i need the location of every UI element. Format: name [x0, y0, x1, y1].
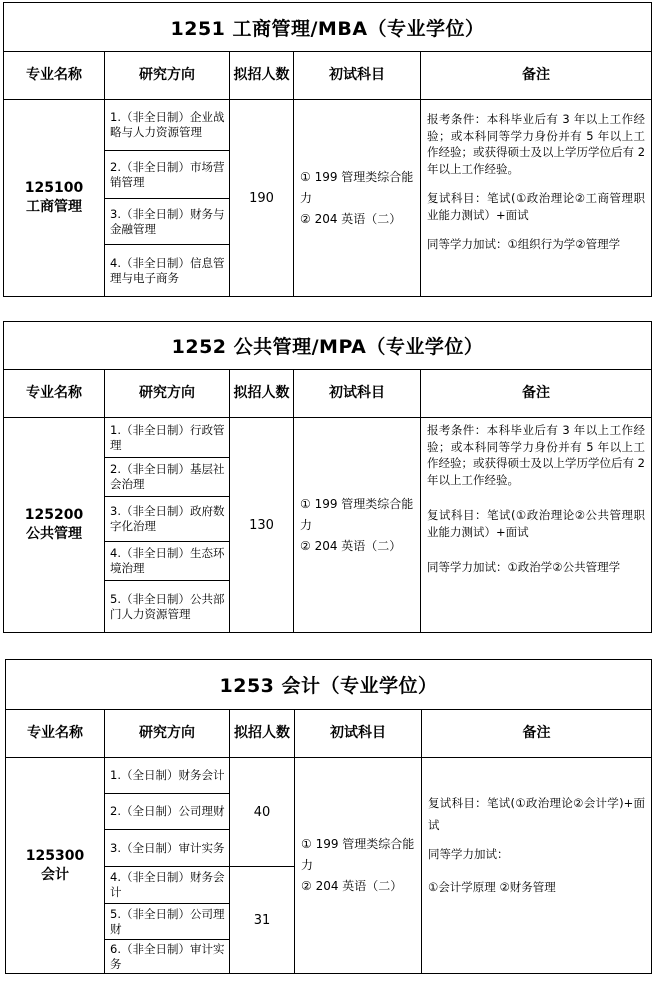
header-direction: 研究方向 [105, 370, 230, 418]
mba-direction-1: 1.（非全日制）企业战略与人力资源管理 [105, 100, 230, 151]
acc-direction-2: 2.（全日制）公司理财 [105, 794, 230, 830]
header-notes: 备注 [421, 370, 652, 418]
mba-note-1: 报考条件：本科毕业后有 3 年以上工作经验；或本科同等学力身份并有 5 年以上工作经验；或获得硕士及以上学历学位后有 2 年以上工作经验。 [427, 112, 646, 176]
mpa-code: 125200 [24, 507, 84, 523]
mba-exam-1: ① 199 管理类综合能力 [300, 169, 414, 205]
acc-direction-4: 4.（非全日制）财务会计 [105, 867, 230, 904]
header-major: 专业名称 [4, 370, 105, 418]
mpa-direction-3: 3.（非全日制）政府数字化治理 [105, 497, 230, 542]
header-exam: 初试科目 [294, 370, 421, 418]
acc-exam-2: ② 204 英语（二） [301, 879, 403, 893]
mba-name: 工商管理 [26, 199, 82, 215]
mpa-count: 130 [230, 418, 294, 633]
acc-notes-cell [422, 758, 652, 974]
header-major: 专业名称 [4, 52, 105, 100]
acc-direction-6: 6.（非全日制）审计实务 [105, 940, 230, 974]
acc-note-3: ①会计学原理 ②财务管理 [428, 879, 556, 894]
header-exam: 初试科目 [294, 52, 421, 100]
header-direction: 研究方向 [105, 710, 230, 758]
header-notes: 备注 [422, 710, 652, 758]
header-major: 专业名称 [6, 710, 105, 758]
mpa-note-1: 报考条件：本科毕业后有 3 年以上工作经验；或本科同等学力身份并有 5 年以上工作经验；或获得硕士及以上学历学位后有 2 年以上工作经验。 [427, 423, 645, 487]
acc-title: 1253 会计（专业学位） [6, 660, 652, 710]
acc-major-cell [6, 758, 105, 974]
acc-code: 125300 [25, 847, 85, 864]
mpa-direction-4: 4.（非全日制）生态环境治理 [105, 542, 230, 581]
mba-direction-2: 2.（非全日制）市场营销管理 [105, 151, 230, 199]
mba-table [3, 2, 652, 297]
acc-direction-3: 3.（全日制）审计实务 [105, 830, 230, 867]
mpa-note-2: 复试科目：笔试(①政治理论②公共管理职业能力测试）+面试 [427, 508, 645, 539]
mba-code: 125100 [24, 180, 84, 196]
header-direction: 研究方向 [105, 52, 230, 100]
mba-direction-3: 3.（非全日制）财务与金融管理 [105, 199, 230, 245]
mpa-major-cell [4, 418, 105, 633]
acc-name: 会计 [41, 866, 69, 883]
mba-notes-cell [421, 100, 652, 297]
header-exam: 初试科目 [295, 710, 422, 758]
acc-exam-cell [295, 758, 422, 974]
mpa-name: 公共管理 [26, 526, 82, 542]
mpa-direction-5: 5.（非全日制）公共部门人力资源管理 [105, 581, 230, 633]
mpa-note-3: 同等学力加试：①政治学②公共管理学 [427, 560, 621, 574]
mpa-direction-2: 2.（非全日制）基层社会治理 [105, 458, 230, 497]
mba-exam-2: ② 204 英语（二） [300, 211, 402, 226]
mba-count: 190 [230, 100, 294, 297]
mpa-notes-cell [421, 418, 652, 633]
header-count: 拟招人数 [230, 370, 294, 418]
acc-count-part: 31 [230, 867, 295, 974]
mpa-exam-cell [294, 418, 421, 633]
mpa-exam-2: ② 204 英语（二） [300, 538, 402, 553]
header-count: 拟招人数 [230, 52, 294, 100]
mba-note-2: 复试科目：笔试(①政治理论②工商管理职业能力测试）+面试 [427, 191, 646, 222]
acc-direction-5: 5.（非全日制）公司理财 [105, 904, 230, 940]
acc-table [5, 659, 652, 974]
acc-note-2: 同等学力加试： [428, 847, 509, 861]
mpa-title: 1252 公共管理/MPA（专业学位） [4, 322, 652, 370]
acc-direction-1: 1.（全日制）财务会计 [105, 758, 230, 794]
acc-count-full: 40 [230, 758, 295, 867]
mpa-table [3, 321, 652, 633]
header-notes: 备注 [421, 52, 652, 100]
mpa-exam-1: ① 199 管理类综合能力 [300, 496, 414, 532]
mba-major-cell [4, 100, 105, 297]
mpa-direction-1: 1.（非全日制）行政管理 [105, 418, 230, 458]
acc-exam-1: ① 199 管理类综合能力 [301, 837, 415, 872]
mba-direction-4: 4.（非全日制）信息管理与电子商务 [105, 245, 230, 297]
mba-exam-cell [294, 100, 421, 297]
header-count: 拟招人数 [230, 710, 295, 758]
mba-title: 1251 工商管理/MBA（专业学位） [4, 3, 652, 52]
mba-note-3: 同等学力加试：①组织行为学②管理学 [427, 237, 621, 251]
acc-note-1: 复试科目：笔试(①政治理论②会计学)+面试 [428, 796, 646, 832]
